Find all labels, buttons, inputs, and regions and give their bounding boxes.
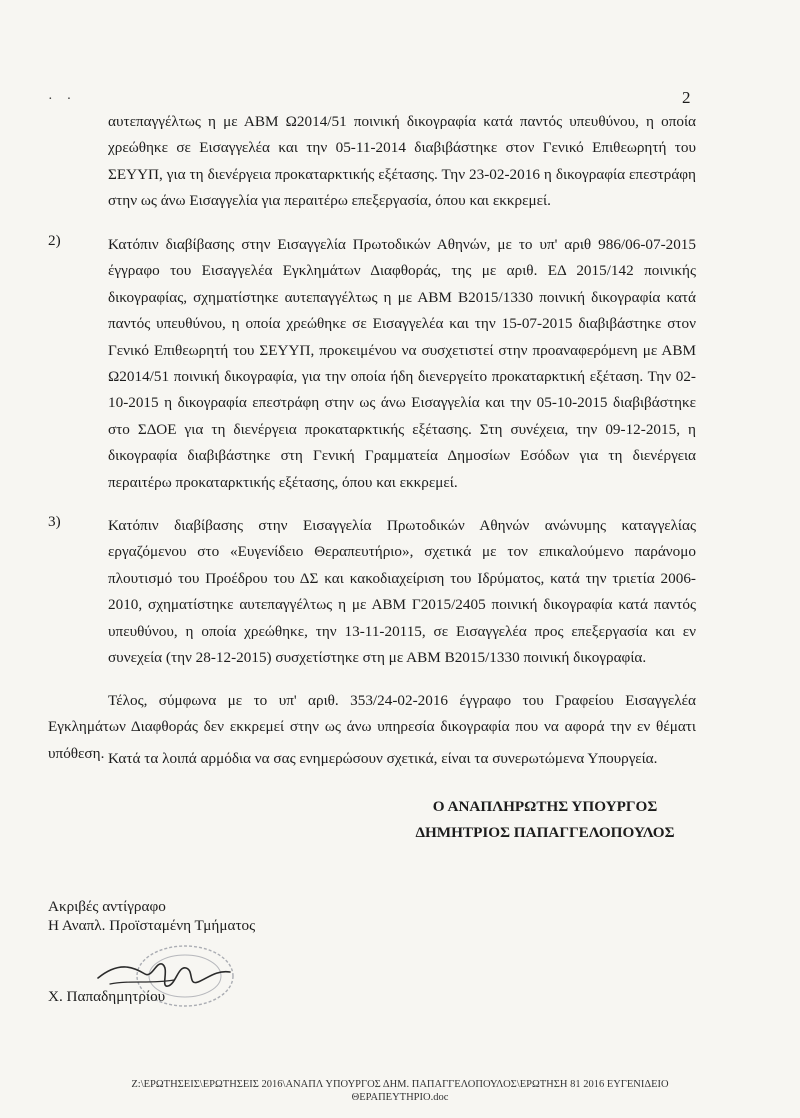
- true-copy-name: Χ. Παπαδημητρίου: [48, 988, 166, 1005]
- item-2-text: Κατόπιν διαβίβασης στην Εισαγγελία Πρωτοδικών Αθηνών, με το υπ' αριθ 986/06-07-2015 έγγραφο του Εισαγγελέα Εγκλημάτων Διαφθοράς, της με αριθ. ΕΔ 2015/142 ποινικής δικογραφίας, σχηματίστηκε αυτεπαγγέλτως η με ΑΒΜ Β2015/1330 ποινική δικογραφία κατά παντός υπευθύνου, η οποία χρεώθηκε σε Εισαγγελέα και την 15-07-2015 διαβιβάστηκε στον Γενικό Επιθεωρητή του ΣΕΥΥΠ, προκειμένου να συσχετιστεί στην προαναφερόμενη με ΑΒΜ Ω2014/51 ποινική δικογραφία, για την οποία ήδη διενεργείτο προκαταρκτική εξέταση. Την 02-10-2015 η δικογραφία επεστράφη στην ως άνω Εισαγγελία και την 05-10-2015 διαβιβάστηκε στο ΣΔΟΕ για τη διενέργεια προκαταρκτικής εξέτασης. Στη συνέχεια, την 09-12-2015, η δικογραφία διαβιβάστηκε στη Γενική Γραμματεία Δημοσίων Εσόδων για τη διενέργεια περαιτέρω προκαταρκτικής εξέτασης, όπου και εκκρεμεί.: [108, 236, 696, 491]
- closing-remark: Κατά τα λοιπά αρμόδια να σας ενημερώσουν σχετικά, είναι τα συνερωτώμενα Υπουργεία.: [108, 750, 658, 767]
- true-copy-label: Ακριβές αντίγραφο: [48, 898, 166, 915]
- true-copy-role: Η Αναπλ. Προϊσταμένη Τμήματος: [48, 917, 256, 934]
- signature-title: Ο ΑΝΑΠΛΗΡΩΤΗΣ ΥΠΟΥΡΓΟΣ: [432, 798, 658, 815]
- item-3-number: 3): [48, 513, 61, 530]
- item-3-text: Κατόπιν διαβίβασης στην Εισαγγελία Πρωτοδικών Αθηνών ανώνυμης καταγγελίας εργαζόμενου στο «Ευγενίδειο Θεραπευτήριο», σχετικά με τον επικαλούμενο παράνομο πλουτισμό του Προέδρου του ΔΣ και κακοδιαχείριση του Ιδρύματος, κατά την τριετία 2006-2010, σχηματίστηκε αυτεπαγγέλτως η με ΑΒΜ Γ2015/2405 ποινική δικογραφία κατά παντός υπευθύνου, η οποία χρεώθηκε, την 13-11-20115, σε Εισαγγελέα προς επεξεργασία και εν συνεχεία (την 28-12-2015) συσχετίστηκε στη με ΑΒΜ Β2015/1330 ποινική δικογραφία.: [108, 517, 696, 667]
- paragraph-continued: αυτεπαγγέλτως η με ΑΒΜ Ω2014/51 ποινική δικογραφία κατά παντός υπευθύνου, η οποία χρεώθηκε σε Εισαγγελέα και την 05-11-2014 διαβιβάστηκε στον Γενικό Επιθεωρητή του ΣΕΥΥΠ, για τη διενέργεια προκαταρκτικής εξέτασης. Την 23-02-2016 η δικογραφία επεστράφη στην ως άνω Εισαγγελία για περαιτέρω επεξεργασία, όπου και εκκρεμεί.: [108, 113, 696, 210]
- file-path-footer: [70, 1078, 730, 1104]
- footer-line-1: Z:\ΕΡΩΤΗΣΕΙΣ\ΕΡΩΤΗΣΕΙΣ 2016\ΑΝΑΠΛ ΥΠΟΥΡΓΟΣ ΔΗΜ. ΠΑΠΑΓΓΕΛΟΠΟΥΛΟΣ\ΕΡΩΤΗΣΗ 81 2016 ΕΥΓΕΝΙΔΕΙΟ: [131, 1079, 669, 1090]
- signature-name: ΔΗΜΗΤΡΙΟΣ ΠΑΠΑΓΓΕΛΟΠΟΥΛΟΣ: [415, 824, 675, 841]
- item-2-number: 2): [48, 232, 61, 249]
- margin-dots: ··: [48, 92, 86, 107]
- footer-line-2: ΘΕΡΑΠΕΥΤΗΡΙΟ.doc: [351, 1092, 449, 1103]
- page-number: 2: [682, 88, 691, 107]
- closing-paragraph: Τέλος, σύμφωνα με το υπ' αριθ. 353/24-02-2016 έγγραφο του Γραφείου Εισαγγελέα Εγκλημάτων Διαφθοράς δεν εκκρεμεί στην ως άνω υπηρεσία δικογραφία που να αφορά την εν θέματι υπόθεση.: [48, 692, 696, 762]
